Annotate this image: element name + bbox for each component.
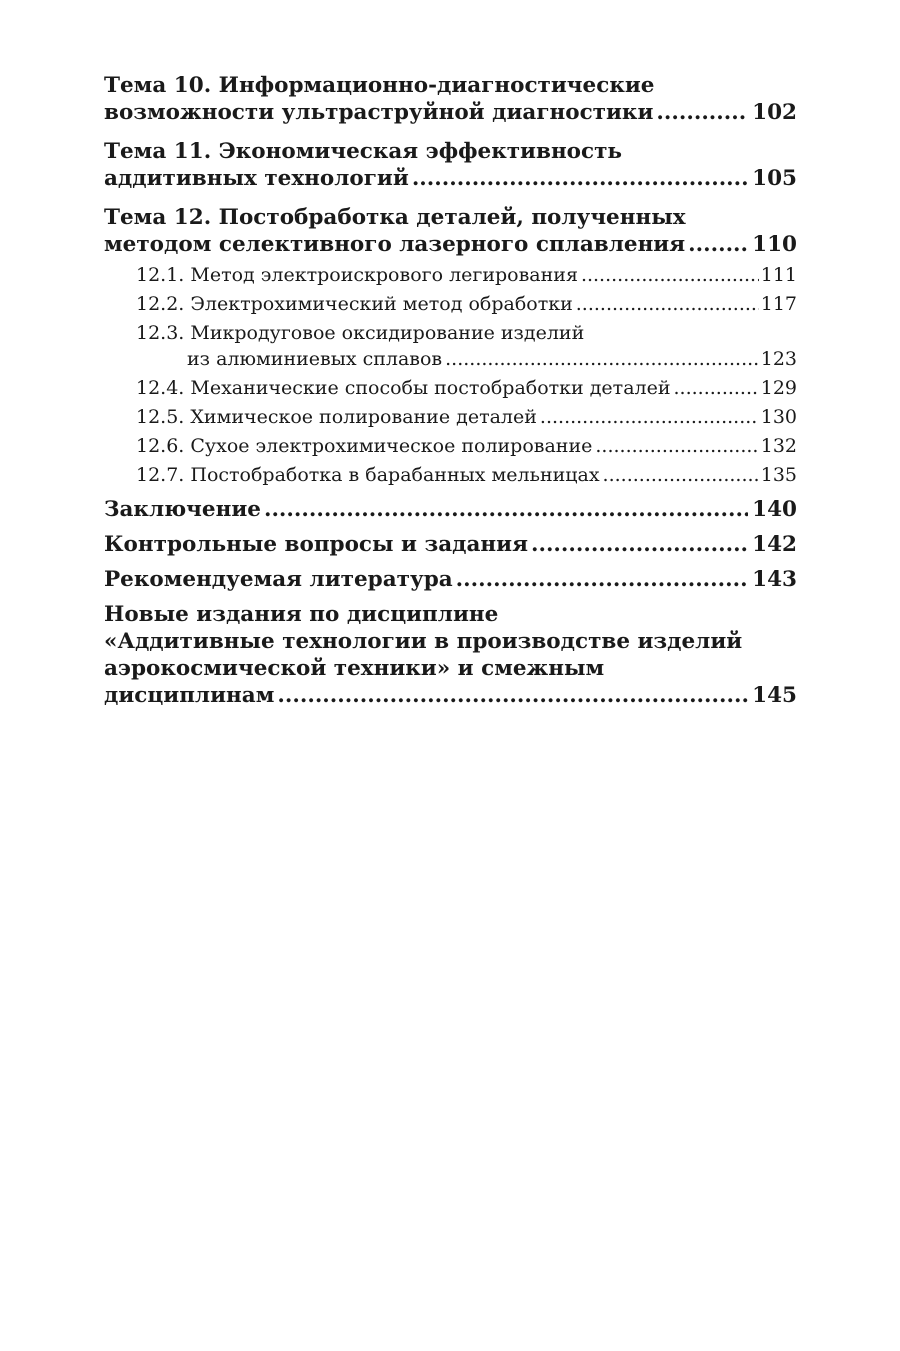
toc-subentry-title: 12.6. Сухое электрохимическое полирование xyxy=(136,435,593,457)
toc-entry-line xyxy=(104,404,797,430)
dot-leader xyxy=(445,346,759,372)
page-number: 102 xyxy=(752,100,797,125)
page-number: 105 xyxy=(752,166,797,191)
toc-entry-conclusion[interactable] xyxy=(104,496,797,523)
toc-entry-topic-10[interactable] xyxy=(104,72,797,126)
toc-subentry-title-cont: из алюминиевых сплавов xyxy=(187,348,443,370)
toc-entry-line xyxy=(104,566,797,593)
table-of-contents xyxy=(104,72,797,721)
toc-subentry-title: 12.2. Электрохимический метод обработки xyxy=(136,293,573,315)
toc-subentry-12-5[interactable] xyxy=(104,404,797,430)
page-number: 132 xyxy=(760,435,797,457)
toc-entry-line xyxy=(104,165,797,192)
dot-leader xyxy=(595,433,758,459)
toc-entry-line xyxy=(104,231,797,258)
toc-entry-title: Тема 12. Постобработка деталей, полученных xyxy=(104,205,686,230)
toc-subentry-12-7[interactable] xyxy=(104,462,797,488)
page-number: 145 xyxy=(752,683,797,708)
dot-leader xyxy=(264,496,748,523)
toc-entry-title-cont: возможности ультраструйной диагностики xyxy=(104,100,654,125)
page-number: 123 xyxy=(760,348,797,370)
toc-entry-title-cont: аддитивных технологий xyxy=(104,166,409,191)
toc-subentry-title: 12.1. Метод электроискрового легирования xyxy=(136,264,578,286)
page-number: 140 xyxy=(752,497,797,522)
toc-entry-line xyxy=(104,346,797,372)
toc-entry-title-cont: «Аддитивные технологии в производстве изделий xyxy=(104,629,743,654)
dot-leader xyxy=(531,531,748,558)
toc-entry-literature[interactable] xyxy=(104,566,797,593)
toc-entry-questions[interactable] xyxy=(104,531,797,558)
page-number: 129 xyxy=(760,377,797,399)
page-number: 142 xyxy=(752,532,797,557)
toc-subentry-12-1[interactable] xyxy=(104,262,797,288)
toc-subentry-12-6[interactable] xyxy=(104,433,797,459)
dot-leader xyxy=(540,404,759,430)
toc-entry-line xyxy=(104,531,797,558)
toc-entry-topic-12[interactable] xyxy=(104,204,797,258)
toc-entry-line xyxy=(104,496,797,523)
toc-entry-title: Новые издания по дисциплине xyxy=(104,602,499,627)
toc-entry-line xyxy=(104,682,797,709)
toc-entry-title: Заключение xyxy=(104,497,261,522)
toc-entry-topic-11[interactable] xyxy=(104,138,797,192)
toc-entry-new-editions[interactable] xyxy=(104,601,797,709)
dot-leader xyxy=(656,99,748,126)
toc-entry-line xyxy=(104,433,797,459)
page-number: 143 xyxy=(752,567,797,592)
toc-subentry-title: 12.7. Постобработка в барабанных мельницах xyxy=(136,464,600,486)
toc-entry-title-cont: методом селективного лазерного сплавления xyxy=(104,232,686,257)
toc-entry-title: Рекомендуемая литература xyxy=(104,567,453,592)
dot-leader xyxy=(674,375,759,401)
dot-leader xyxy=(603,462,759,488)
toc-entry-line xyxy=(104,375,797,401)
page-number: 130 xyxy=(760,406,797,428)
toc-subentry-12-4[interactable] xyxy=(104,375,797,401)
toc-subentry-title: 12.3. Микродуговое оксидирование изделий xyxy=(136,322,585,344)
page-number: 111 xyxy=(760,264,797,286)
toc-entry-title: Контрольные вопросы и задания xyxy=(104,532,528,557)
toc-entry-title-cont: дисциплинам xyxy=(104,683,275,708)
toc-subentry-12-3[interactable] xyxy=(104,320,797,372)
toc-entry-title: Тема 11. Экономическая эффективность xyxy=(104,139,623,164)
toc-subentry-title: 12.5. Химическое полирование деталей xyxy=(136,406,537,428)
page-number: 117 xyxy=(760,293,797,315)
toc-subentry-12-2[interactable] xyxy=(104,291,797,317)
toc-entry-title: Тема 10. Информационно-диагностические xyxy=(104,73,655,98)
page-number: 135 xyxy=(760,464,797,486)
toc-entry-line xyxy=(104,262,797,288)
toc-entry-title-cont: аэрокосмической техники» и смежным xyxy=(104,656,605,681)
toc-subentry-title: 12.4. Механические способы постобработки деталей xyxy=(136,377,671,399)
dot-leader xyxy=(412,165,748,192)
dot-leader xyxy=(576,291,759,317)
dot-leader xyxy=(277,682,748,709)
dot-leader xyxy=(581,262,759,288)
toc-entry-line xyxy=(104,99,797,126)
dot-leader xyxy=(688,231,748,258)
toc-entry-line xyxy=(104,462,797,488)
page-number: 110 xyxy=(752,232,797,257)
dot-leader xyxy=(456,566,748,593)
toc-entry-line xyxy=(104,291,797,317)
